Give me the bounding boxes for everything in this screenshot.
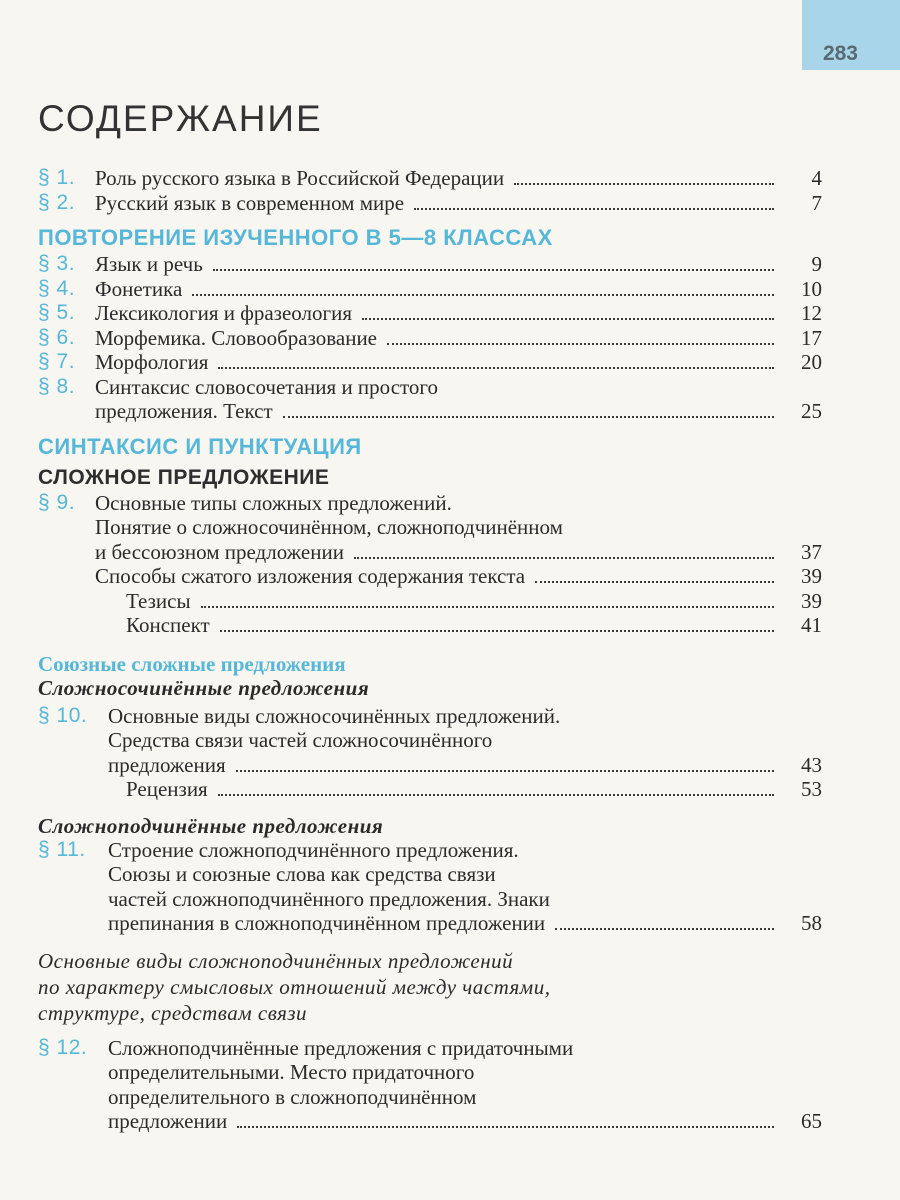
toc-entry[interactable]: [38, 838, 822, 936]
page-ref: 10: [801, 276, 822, 301]
section-number: § 11.: [38, 837, 86, 861]
entry-title-line: Строение сложноподчинённого предложения.: [108, 837, 519, 862]
table-of-contents: [38, 160, 822, 1134]
entry-title-line: Средства связи частей сложносочинённого: [108, 728, 493, 752]
page-number: 283: [822, 42, 858, 65]
page-ref: 17: [801, 325, 822, 350]
section-number: § 7.: [38, 350, 76, 373]
toc-entry[interactable]: [38, 301, 822, 326]
entry-title-line: предложении: [108, 1109, 228, 1133]
group-subheading: Сложноподчинённые предложения: [38, 813, 384, 838]
entry-title: Лексикология и фразеология: [95, 301, 353, 325]
leader-dots: [414, 208, 774, 210]
entry-title-line: Союзы и союзные слова как средства связи: [108, 862, 496, 886]
toc-entry[interactable]: [38, 350, 822, 375]
leader-dots: [354, 557, 774, 559]
entry-title-line: определительного в сложноподчинённом: [108, 1084, 477, 1109]
section-number: § 10.: [38, 703, 88, 727]
leader-dots: [237, 1126, 774, 1128]
toc-entry[interactable]: [38, 252, 822, 277]
subentry-title: Конспект: [126, 613, 210, 637]
toc-entry[interactable]: [38, 1036, 822, 1134]
group-heading: Союзные сложные предложения: [38, 651, 346, 676]
page-ref: 39: [801, 588, 822, 613]
toc-entry[interactable]: [38, 326, 822, 351]
leader-dots: [220, 630, 774, 632]
page-ref: 4: [811, 166, 822, 190]
section-heading: СИНТАКСИС И ПУНКТУАЦИЯ: [38, 433, 362, 459]
entry-title-line: препинания в сложноподчинённом предложении: [108, 911, 546, 935]
entry-title-line: определительными. Место придаточного: [108, 1060, 475, 1084]
leader-dots: [218, 794, 774, 796]
toc-entry[interactable]: [38, 491, 822, 638]
entry-title-line: Синтаксис словосочетания и простого: [95, 374, 439, 399]
entry-title-line: Сложноподчинённые предложения с придаточными: [108, 1035, 574, 1060]
leader-dots: [362, 318, 774, 320]
page-ref: 9: [811, 252, 822, 276]
section-number: § 1.: [38, 166, 76, 189]
toc-subentry[interactable]: [95, 564, 822, 589]
types-heading-line: структуре, средствам связи: [38, 1000, 308, 1025]
page-title: СОДЕРЖАНИЕ: [38, 98, 323, 139]
entry-title: Русский язык в современном мире: [95, 190, 405, 215]
entry-title-line: и бессоюзном предложении: [95, 539, 344, 564]
subsection-heading: СЛОЖНОЕ ПРЕДЛОЖЕНИЕ: [38, 465, 330, 489]
bleed-through-texture: [300, 128, 800, 138]
entry-title: Морфемика. Словообразование: [95, 325, 378, 350]
leader-dots: [535, 581, 774, 583]
section-heading: ПОВТОРЕНИЕ ИЗУЧЕННОГО В 5—8 КЛАССАХ: [38, 225, 553, 250]
group-subheading: Сложносочинённые предложения: [38, 675, 370, 700]
page-ref: 7: [811, 190, 822, 215]
page-ref: 41: [801, 613, 822, 637]
section-number: § 12.: [38, 1035, 88, 1059]
page-ref: 12: [801, 301, 822, 325]
leader-dots: [283, 416, 774, 418]
leader-dots: [236, 770, 774, 772]
types-heading-line: Основные виды сложноподчинённых предложений: [38, 948, 514, 973]
entry-title-line: Понятие о сложносочинённом, сложноподчинённом: [95, 515, 563, 539]
entry-title: Роль русского языка в Российской Федерации: [95, 166, 505, 190]
entry-title: Фонетика: [95, 276, 183, 301]
types-heading-line: по характеру смысловых отношений между частями,: [38, 974, 551, 999]
toc-entry[interactable]: [38, 704, 822, 802]
leader-dots: [213, 269, 774, 271]
toc-subentry[interactable]: [95, 613, 822, 638]
leader-dots: [218, 367, 774, 369]
toc-subentry[interactable]: [95, 589, 822, 614]
section-number: § 3.: [38, 252, 76, 275]
section-number: § 8.: [38, 374, 76, 398]
page-ref: 25: [801, 399, 822, 423]
leader-dots: [192, 294, 774, 296]
toc-entry[interactable]: [38, 166, 822, 191]
subentry-title: Тезисы: [126, 588, 191, 613]
types-heading: [38, 948, 822, 1026]
entry-title: Морфология: [95, 350, 209, 374]
page-ref: 20: [801, 350, 822, 374]
page-ref: 43: [801, 752, 822, 777]
leader-dots: [387, 343, 774, 345]
toc-entry[interactable]: [38, 191, 822, 216]
section-number: § 4.: [38, 276, 76, 300]
toc-subentry[interactable]: [108, 777, 822, 802]
entry-title-line: Основные виды сложносочинённых предложений.: [108, 703, 561, 728]
page-ref: 37: [801, 539, 822, 564]
entry-title-line: Основные типы сложных предложений.: [95, 490, 452, 515]
entry-title-line: предложения. Текст: [95, 399, 273, 423]
page-ref: 39: [801, 564, 822, 588]
subentry-title: Рецензия: [126, 777, 208, 801]
section-number: § 9.: [38, 490, 76, 514]
leader-dots: [514, 183, 774, 185]
entry-title: Язык и речь: [95, 252, 203, 276]
section-number: § 5.: [38, 301, 76, 324]
page-ref: 65: [801, 1109, 822, 1133]
section-number: § 6.: [38, 325, 76, 349]
entry-title-line: предложения: [108, 752, 226, 777]
subentry-title: Способы сжатого изложения содержания текста: [95, 564, 526, 588]
entry-title-line: частей сложноподчинённого предложения. Знаки: [108, 886, 550, 911]
page-ref: 58: [801, 911, 822, 935]
leader-dots: [201, 606, 774, 608]
toc-entry[interactable]: [38, 375, 822, 424]
page-ref: 53: [801, 777, 822, 801]
section-number: § 2.: [38, 190, 76, 214]
leader-dots: [555, 928, 774, 930]
toc-entry[interactable]: [38, 277, 822, 302]
